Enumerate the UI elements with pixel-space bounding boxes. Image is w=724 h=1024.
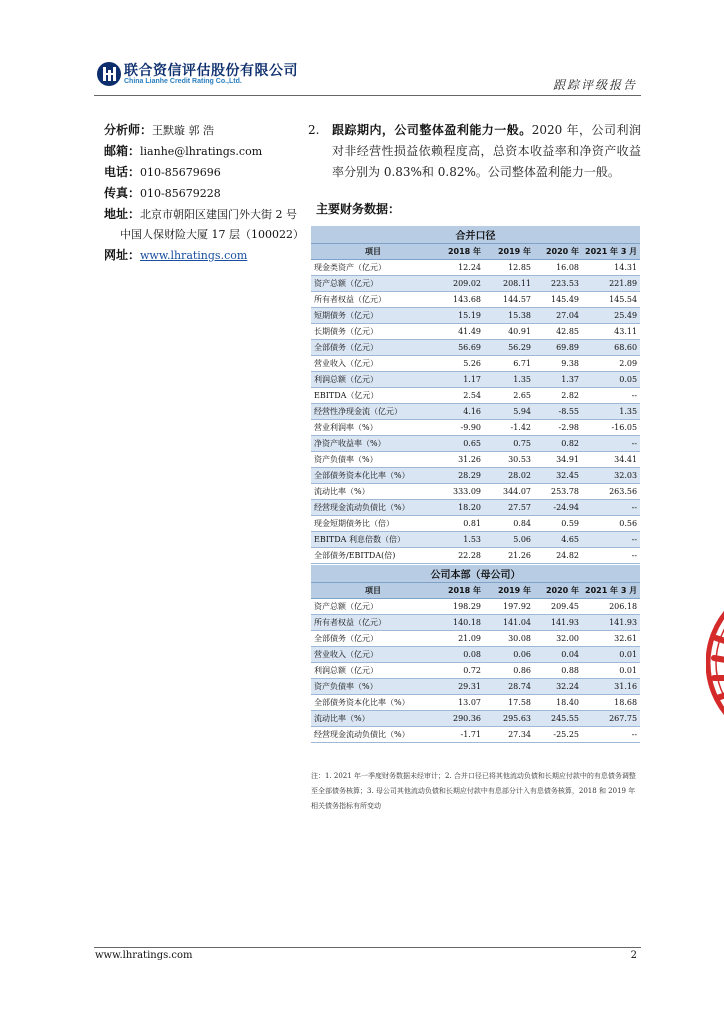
cell-value: 18.40 [534, 695, 582, 711]
table-body [311, 260, 640, 564]
financial-data-title: 主要财务数据： [316, 202, 401, 216]
table-row [311, 308, 640, 324]
table-row [311, 260, 640, 276]
cell-value: 0.04 [534, 647, 582, 663]
cell-value: 5.94 [484, 404, 534, 420]
column-header: 2018 年 [435, 244, 484, 260]
cell-value: 29.31 [435, 679, 484, 695]
column-header: 2021 年 3 月 [582, 244, 640, 260]
cell-value: 15.38 [484, 308, 534, 324]
address-line1: 北京市朝阳区建国门外大街 2 号 [140, 208, 298, 221]
cell-value: -- [582, 727, 640, 743]
cell-value: 2.65 [484, 388, 534, 404]
cell-value: 141.04 [484, 615, 534, 631]
cell-value: -8.55 [534, 404, 582, 420]
paragraph-heading: 跟踪期内，公司整体盈利能力一般。 [332, 123, 532, 137]
fax-label: 传真： [104, 186, 141, 200]
cell-value: 16.08 [534, 260, 582, 276]
cell-value: 333.09 [435, 484, 484, 500]
table-row [311, 711, 640, 727]
row-label: EBITDA（亿元） [311, 388, 435, 404]
table-row [311, 468, 640, 484]
row-label: 全部债务资本化比率（%） [311, 468, 435, 484]
cell-value: 32.03 [582, 468, 640, 484]
cell-value: 27.34 [484, 727, 534, 743]
analysts-value: 王默璇 郭 浩 [152, 124, 215, 137]
table-row [311, 324, 640, 340]
cell-value: 34.91 [534, 452, 582, 468]
cell-value: 0.75 [484, 436, 534, 452]
cell-value: -16.05 [582, 420, 640, 436]
fax-row [104, 183, 314, 204]
table-row [311, 404, 640, 420]
table-row [311, 631, 640, 647]
lianhe-logo-icon [96, 61, 122, 87]
cell-value: 32.61 [582, 631, 640, 647]
cell-value: 14.31 [582, 260, 640, 276]
email-label: 邮箱： [104, 144, 141, 158]
address-row-2 [104, 225, 314, 245]
row-label: 利润总额（亿元） [311, 372, 435, 388]
cell-value: 290.36 [435, 711, 484, 727]
cell-value: 1.37 [534, 372, 582, 388]
cell-value: 40.91 [484, 324, 534, 340]
cell-value: 267.75 [582, 711, 640, 727]
cell-value: 144.57 [484, 292, 534, 308]
header-divider [94, 95, 641, 96]
row-label: 经营现金流动负债比（%） [311, 500, 435, 516]
website-row [104, 245, 314, 266]
phone-value: 010-85679696 [140, 166, 221, 179]
cell-value: 140.18 [435, 615, 484, 631]
cell-value: -1.42 [484, 420, 534, 436]
cell-value: -- [582, 388, 640, 404]
row-label: 现金短期债务比（倍） [311, 516, 435, 532]
cell-value: 56.69 [435, 340, 484, 356]
column-header: 2019 年 [484, 583, 534, 599]
cell-value: 56.29 [484, 340, 534, 356]
cell-value: 42.85 [534, 324, 582, 340]
table-row [311, 532, 640, 548]
cell-value: 0.06 [484, 647, 534, 663]
table-row [311, 420, 640, 436]
cell-value: 2.82 [534, 388, 582, 404]
cell-value: 18.20 [435, 500, 484, 516]
company-seal-stamp [706, 578, 724, 748]
cell-value: 2.54 [435, 388, 484, 404]
table-group-title: 合并口径 [311, 226, 640, 244]
cell-value: 0.65 [435, 436, 484, 452]
cell-value: 1.17 [435, 372, 484, 388]
cell-value: 221.89 [582, 276, 640, 292]
cell-value: 31.26 [435, 452, 484, 468]
row-label: 现金类资产（亿元） [311, 260, 435, 276]
cell-value: -9.90 [435, 420, 484, 436]
table-row [311, 340, 640, 356]
cell-value: -24.94 [534, 500, 582, 516]
cell-value: 24.82 [534, 548, 582, 564]
analysts-row [104, 120, 314, 141]
cell-value: 295.63 [484, 711, 534, 727]
website-link[interactable]: www.lhratings.com [140, 249, 248, 262]
fax-value: 010-85679228 [140, 187, 221, 200]
cell-value: 12.24 [435, 260, 484, 276]
cell-value: 5.26 [435, 356, 484, 372]
cell-value: 245.55 [534, 711, 582, 727]
row-label: 所有者权益（亿元） [311, 615, 435, 631]
row-label: 全部债务（亿元） [311, 340, 435, 356]
cell-value: 0.81 [435, 516, 484, 532]
company-name-en: China Lianhe Credit Rating Co.,Ltd. [124, 78, 242, 85]
cell-value: 0.86 [484, 663, 534, 679]
row-label: 资产总额（亿元） [311, 276, 435, 292]
table-row [311, 647, 640, 663]
cell-value: 0.59 [534, 516, 582, 532]
table-row [311, 372, 640, 388]
cell-value: 32.24 [534, 679, 582, 695]
cell-value: 0.05 [582, 372, 640, 388]
parent-company-financial-table [311, 565, 640, 743]
table-row [311, 516, 640, 532]
cell-value: 4.16 [435, 404, 484, 420]
analyst-contact [104, 120, 314, 266]
paragraph-body: 2020 年，公司利润对非经营性损益依赖程度高，总资本收益率和净资产收益率分别为 0.83%和 0.82%。公司整体盈利能力一般。 [332, 123, 641, 179]
cell-value: 34.41 [582, 452, 640, 468]
row-label: 流动比率（%） [311, 711, 435, 727]
cell-value: 43.11 [582, 324, 640, 340]
footer-website: www.lhratings.com [95, 950, 193, 961]
row-label: 营业利润率（%） [311, 420, 435, 436]
footer-divider [94, 947, 641, 948]
cell-value: -- [582, 532, 640, 548]
column-header: 2019 年 [484, 244, 534, 260]
cell-value: 15.19 [435, 308, 484, 324]
cell-value: 141.93 [582, 615, 640, 631]
row-label: 短期债务（亿元） [311, 308, 435, 324]
website-label: 网址： [104, 248, 141, 262]
cell-value: 32.00 [534, 631, 582, 647]
cell-value: 1.35 [484, 372, 534, 388]
table-row [311, 292, 640, 308]
cell-value: 31.16 [582, 679, 640, 695]
cell-value: 25.49 [582, 308, 640, 324]
phone-label: 电话： [104, 165, 141, 179]
address-row [104, 204, 314, 225]
cell-value: 0.72 [435, 663, 484, 679]
row-label: EBITDA 利息倍数（倍） [311, 532, 435, 548]
cell-value: 208.11 [484, 276, 534, 292]
table-row [311, 276, 640, 292]
row-label: 流动比率（%） [311, 484, 435, 500]
column-header: 2021 年 3 月 [582, 583, 640, 599]
table-row [311, 599, 640, 615]
cell-value: 1.53 [435, 532, 484, 548]
cell-value: 6.71 [484, 356, 534, 372]
profitability-paragraph [308, 120, 641, 183]
report-type: 跟踪评级报告 [552, 78, 637, 92]
cell-value: 0.88 [534, 663, 582, 679]
cell-value: 0.01 [582, 663, 640, 679]
row-label: 长期债务（亿元） [311, 324, 435, 340]
cell-value: 253.78 [534, 484, 582, 500]
email-value: lianhe@lhratings.com [140, 145, 263, 158]
row-label: 全部债务（亿元） [311, 631, 435, 647]
cell-value: 27.04 [534, 308, 582, 324]
paragraph-number: 2. [308, 123, 320, 137]
column-header: 项目 [311, 244, 435, 260]
cell-value: 209.45 [534, 599, 582, 615]
cell-value: 21.09 [435, 631, 484, 647]
cell-value: 0.56 [582, 516, 640, 532]
cell-value: 0.84 [484, 516, 534, 532]
cell-value: 143.68 [435, 292, 484, 308]
row-label: 经营性净现金流（亿元） [311, 404, 435, 420]
table-row [311, 356, 640, 372]
row-label: 资产总额（亿元） [311, 599, 435, 615]
cell-value: 41.49 [435, 324, 484, 340]
row-label: 全部债务/EBITDA(倍) [311, 548, 435, 564]
cell-value: 12.85 [484, 260, 534, 276]
row-label: 营业收入（亿元） [311, 356, 435, 372]
cell-value: 0.01 [582, 647, 640, 663]
cell-value: 68.60 [582, 340, 640, 356]
cell-value: 17.58 [484, 695, 534, 711]
company-logo [96, 60, 298, 90]
cell-value: 145.54 [582, 292, 640, 308]
cell-value: 198.29 [435, 599, 484, 615]
cell-value: 197.92 [484, 599, 534, 615]
cell-value: 2.09 [582, 356, 640, 372]
cell-value: 69.89 [534, 340, 582, 356]
table-row [311, 500, 640, 516]
phone-row [104, 162, 314, 183]
cell-value: 209.02 [435, 276, 484, 292]
cell-value: -- [582, 436, 640, 452]
table-row [311, 452, 640, 468]
cell-value: 9.38 [534, 356, 582, 372]
row-label: 经营现金流动负债比（%） [311, 727, 435, 743]
cell-value: 141.93 [534, 615, 582, 631]
email-row [104, 141, 314, 162]
cell-value: 5.06 [484, 532, 534, 548]
cell-value: -- [582, 500, 640, 516]
cell-value: 32.45 [534, 468, 582, 484]
row-label: 全部债务资本化比率（%） [311, 695, 435, 711]
table-footnote: 注：1. 2021 年一季度财务数据未经审计；2. 合并口径已将其他流动负债和长期应付款中的有息债务调整至全部债务核算；3. 母公司其他流动负债和长期应付款中有息部分计入有息债务核算，2018 和 2019 年相关债务指标有所变动 [311, 772, 636, 810]
table-row [311, 663, 640, 679]
cell-value: 30.08 [484, 631, 534, 647]
table-row [311, 548, 640, 564]
address-label: 地址： [104, 207, 141, 221]
column-header: 2018 年 [435, 583, 484, 599]
cell-value: 344.07 [484, 484, 534, 500]
cell-value: 0.08 [435, 647, 484, 663]
cell-value: 28.74 [484, 679, 534, 695]
row-label: 资产负债率（%） [311, 452, 435, 468]
cell-value: 21.26 [484, 548, 534, 564]
table-row [311, 615, 640, 631]
cell-value: 13.07 [435, 695, 484, 711]
cell-value: 145.49 [534, 292, 582, 308]
cell-value: -25.25 [534, 727, 582, 743]
address-line2: 中国人保财险大厦 17 层（100022） [120, 228, 304, 241]
cell-value: -- [582, 548, 640, 564]
column-header: 项目 [311, 583, 435, 599]
cell-value: 28.29 [435, 468, 484, 484]
table-row [311, 484, 640, 500]
consolidated-financial-table [311, 226, 640, 564]
company-name-cn: 联合资信评估股份有限公司 [124, 63, 298, 79]
cell-value: 263.56 [582, 484, 640, 500]
cell-value: 206.18 [582, 599, 640, 615]
table-row [311, 388, 640, 404]
cell-value: 223.53 [534, 276, 582, 292]
cell-value: -2.98 [534, 420, 582, 436]
cell-value: 28.02 [484, 468, 534, 484]
table-group-title: 公司本部（母公司） [311, 565, 640, 583]
table-row [311, 695, 640, 711]
cell-value: 1.35 [582, 404, 640, 420]
analysts-label: 分析师： [104, 123, 153, 137]
cell-value: 4.65 [534, 532, 582, 548]
row-label: 利润总额（亿元） [311, 663, 435, 679]
table-row [311, 679, 640, 695]
table-body [311, 599, 640, 743]
row-label: 资产负债率（%） [311, 679, 435, 695]
column-header: 2020 年 [534, 244, 582, 260]
table-row [311, 436, 640, 452]
row-label: 净资产收益率（%） [311, 436, 435, 452]
row-label: 所有者权益（亿元） [311, 292, 435, 308]
cell-value: -1.71 [435, 727, 484, 743]
cell-value: 27.57 [484, 500, 534, 516]
cell-value: 18.68 [582, 695, 640, 711]
column-header: 2020 年 [534, 583, 582, 599]
table-row [311, 727, 640, 743]
cell-value: 30.53 [484, 452, 534, 468]
page-number: 2 [630, 950, 637, 961]
cell-value: 0.82 [534, 436, 582, 452]
cell-value: 22.28 [435, 548, 484, 564]
row-label: 营业收入（亿元） [311, 647, 435, 663]
